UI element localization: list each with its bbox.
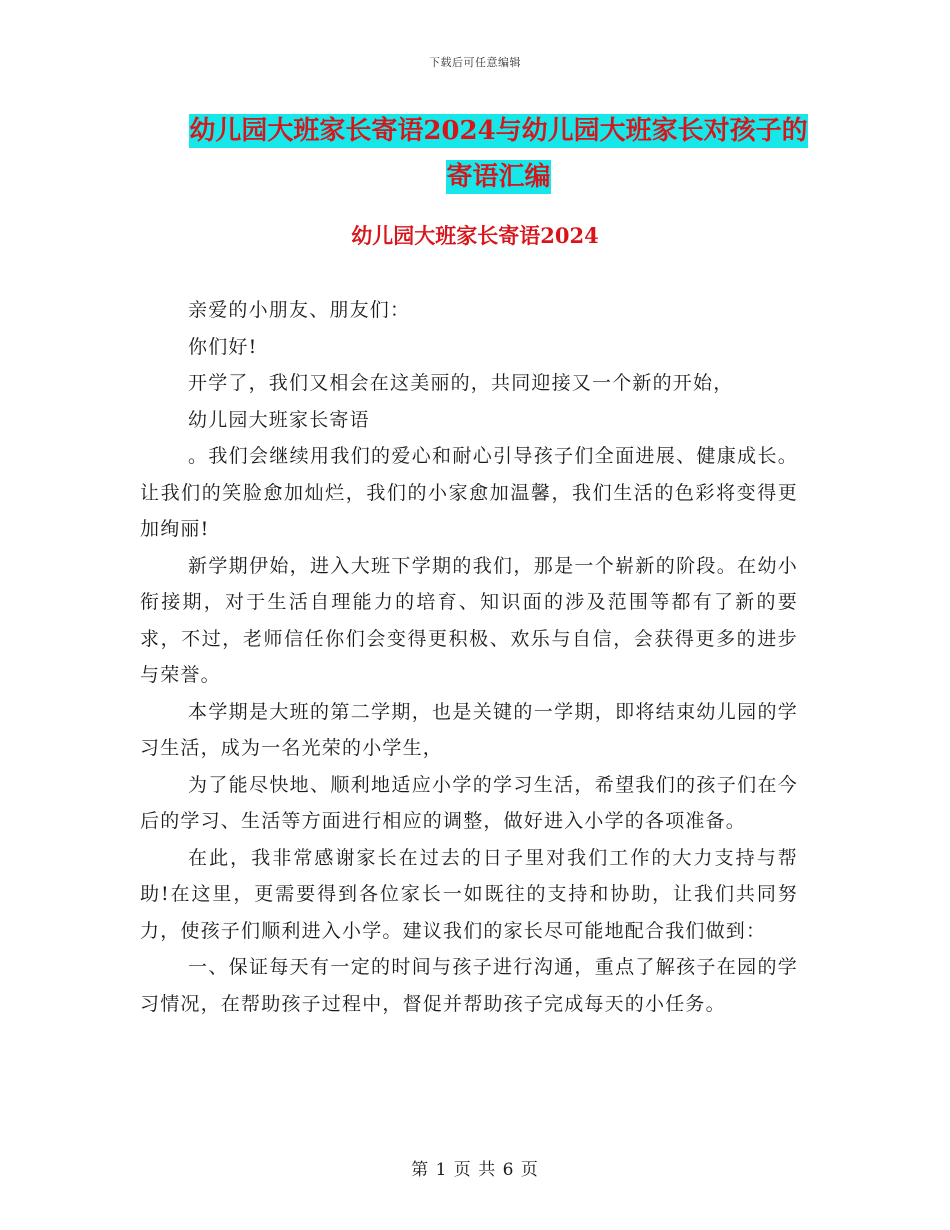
page-footer: 第 1 页 共 6 页 (411, 1160, 539, 1180)
paragraph: 。我们会继续用我们的爱心和耐心引导孩子们全面进展、健康成长。让我们的笑脸愈加灿烂，我们的小家愈加温馨，我们生活的色彩将变得更加绚丽! (140, 445, 798, 540)
paragraph: 开学了，我们又相会在这美丽的，共同迎接又一个新的开始， (188, 372, 734, 394)
paragraph: 你们好! (188, 335, 258, 358)
paragraph: 在此，我非常感谢家长在过去的日子里对我们工作的大力支持与帮助!在这里，更需要得到各位家长一如既往的支持和协助，让我们共同努力，使孩子们顺利进入小学。建议我们的家长尽可能地配合我们做到： (140, 846, 798, 942)
header-note: 下载后可任意编辑 (429, 56, 521, 69)
document-title (186, 108, 811, 200)
paragraph: 新学期伊始，进入大班下学期的我们，那是一个崭新的阶段。在幼小衔接期，对于生活自理能力的培育、知识面的涉及范围等都有了新的要求，不过，老师信任你们会变得更积极、欢乐与自信，会获得更多的进步与荣誉。 (140, 554, 798, 686)
section-title: 幼儿园大班家长寄语2024 (351, 223, 599, 248)
document-body (140, 292, 798, 1022)
paragraph: 为了能尽快地、顺利地适应小学的学习生活，希望我们的孩子们在今后的学习、生活等方面进行相应的调整，做好进入小学的各项准备。 (140, 773, 798, 832)
paragraph: 一、保证每天有一定的时间与孩子进行沟通，重点了解孩子在园的学习情况，在帮助孩子过程中，督促并帮助孩子完成每天的小任务。 (140, 956, 798, 1015)
paragraph: 本学期是大班的第二学期，也是关键的一学期，即将结束幼儿园的学习生活，成为一名光荣的小学生， (140, 700, 798, 759)
paragraph: 幼儿园大班家长寄语 (188, 408, 370, 431)
paragraph: 亲爱的小朋友、朋友们： (188, 299, 411, 321)
document-title-text: 幼儿园大班家长寄语2024与幼儿园大班家长对孩子的寄语汇编 (189, 116, 808, 192)
